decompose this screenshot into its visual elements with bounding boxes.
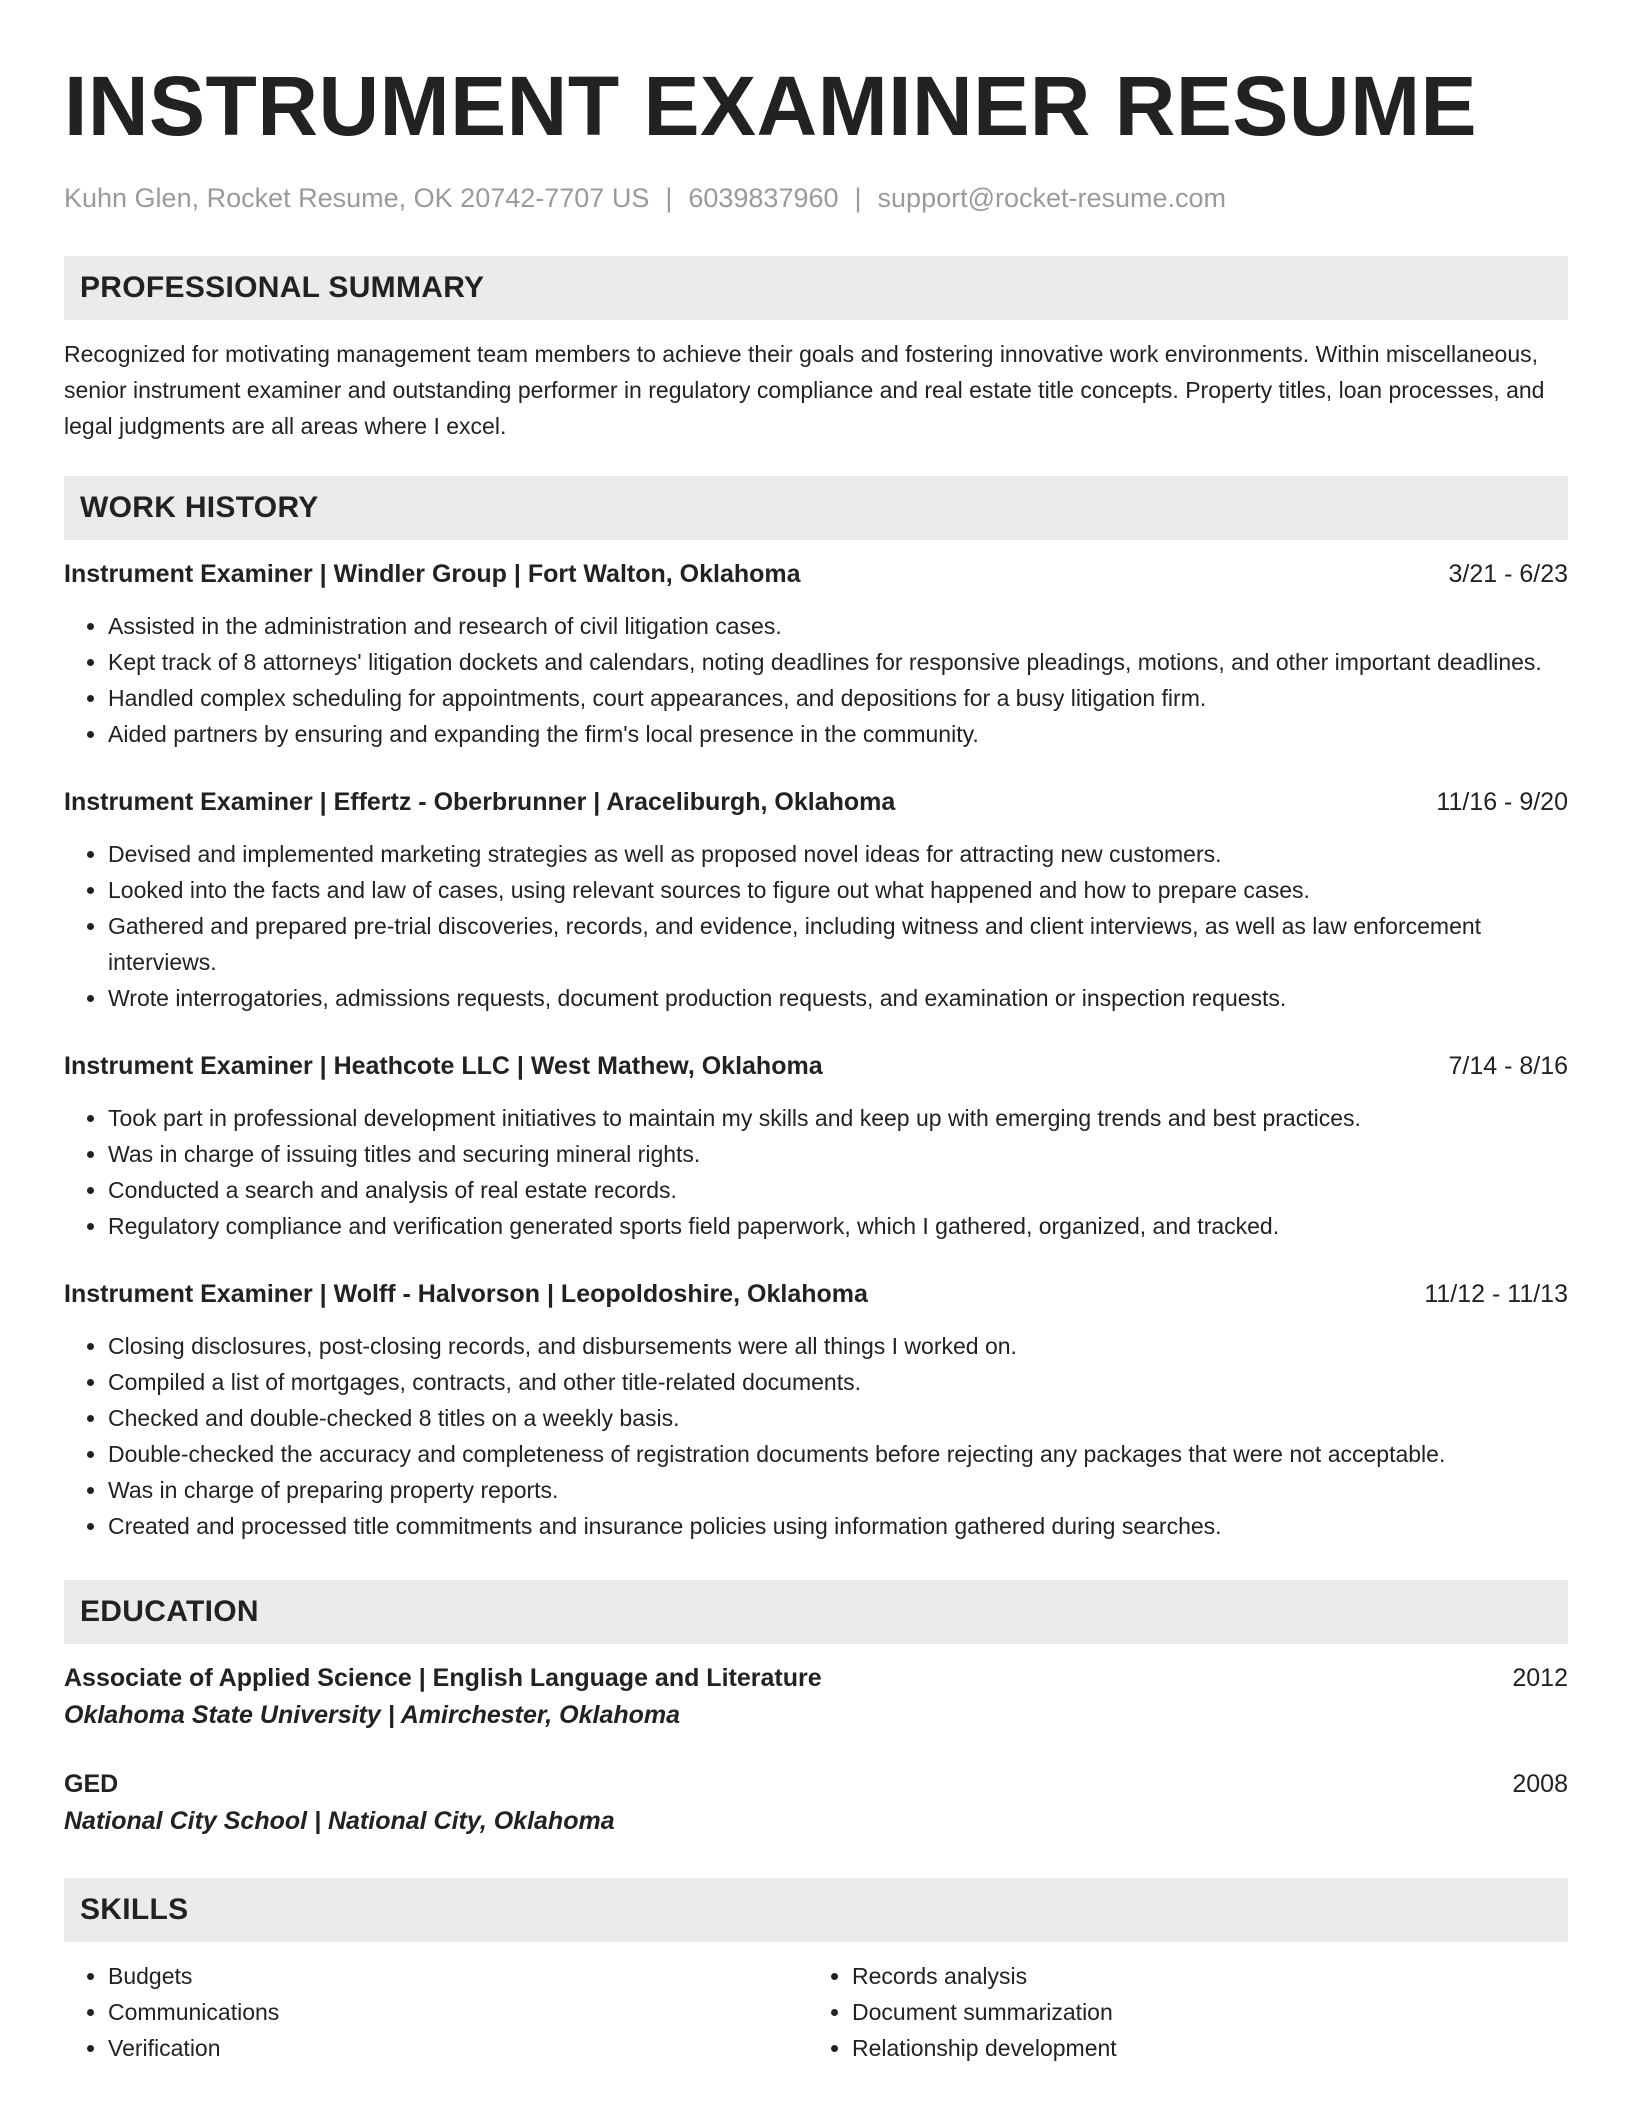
- job-bullet: • Devised and implemented marketing strategies as well as proposed novel ideas for attracting new customers.: [108, 836, 1568, 872]
- skill-item: • Verification: [108, 2030, 808, 2066]
- summary-heading: PROFESSIONAL SUMMARY: [64, 256, 1568, 320]
- education-entry: [64, 1660, 1568, 1734]
- job-entry: [64, 1048, 1568, 1244]
- job-header: [64, 784, 1568, 820]
- job-bullets: [64, 836, 1568, 1016]
- education-degree: GED: [64, 1770, 119, 1798]
- work-history-section: [64, 476, 1568, 1544]
- skills-columns: [64, 1958, 1568, 2066]
- job-bullet: • Looked into the facts and law of cases, using relevant sources to figure out what happened and how to prepare cases.: [108, 872, 1568, 908]
- job-bullet: • Closing disclosures, post-closing records, and disbursements were all things I worked on.: [108, 1328, 1568, 1364]
- skills-left-column: [64, 1958, 808, 2066]
- job-entry: [64, 556, 1568, 752]
- job-entry: [64, 784, 1568, 1016]
- contact-address: Kuhn Glen, Rocket Resume, OK 20742-7707 US: [64, 183, 650, 213]
- education-year: 2012: [1512, 1664, 1568, 1692]
- job-bullet: • Gathered and prepared pre-trial discoveries, records, and evidence, including witness and client interviews, as well as law enforcement interviews.: [108, 908, 1568, 980]
- job-bullet: • Compiled a list of mortgages, contracts, and other title-related documents.: [108, 1364, 1568, 1400]
- job-header: [64, 1276, 1568, 1312]
- summary-text: Recognized for motivating management team members to achieve their goals and fostering innovative work environments. Within miscellaneous, senior instrument examiner and outstanding performer in regulatory compliance and real estate title concepts. Property titles, loan processes, and legal judgments are all areas where I excel.: [64, 341, 1545, 439]
- job-bullets: [64, 1328, 1568, 1544]
- job-bullet: • Wrote interrogatories, admissions requests, document production requests, and examination or inspection requests.: [108, 980, 1568, 1016]
- job-header: [64, 556, 1568, 592]
- job-title: Instrument Examiner | Effertz - Oberbrunner | Araceliburgh, Oklahoma: [64, 788, 896, 816]
- job-bullet: • Was in charge of issuing titles and securing mineral rights.: [108, 1136, 1568, 1172]
- skill-item: • Records analysis: [852, 1958, 1552, 1994]
- skills-section: [64, 1878, 1568, 2066]
- job-bullet: • Regulatory compliance and verification generated sports field paperwork, which I gathered, organized, and tracked.: [108, 1208, 1568, 1244]
- resume-title: INSTRUMENT EXAMINER RESUME: [64, 59, 1478, 153]
- work-history-heading: WORK HISTORY: [64, 476, 1568, 540]
- job-title: Instrument Examiner | Wolff - Halvorson | Leopoldoshire, Oklahoma: [64, 1280, 868, 1308]
- job-dates: 11/16 - 9/20: [1436, 788, 1568, 816]
- contact-separator: |: [854, 183, 862, 213]
- education-header: [64, 1766, 1568, 1802]
- education-year: 2008: [1512, 1770, 1568, 1798]
- contact-phone: 6039837960: [688, 183, 839, 213]
- job-bullet: • Checked and double-checked 8 titles on a weekly basis.: [108, 1400, 1568, 1436]
- job-entry: [64, 1276, 1568, 1544]
- job-dates: 11/12 - 11/13: [1424, 1280, 1568, 1308]
- skills-heading: SKILLS: [64, 1878, 1568, 1942]
- education-school: Oklahoma State University | Amirchester, Oklahoma: [64, 1701, 681, 1729]
- contact-email: support@rocket-resume.com: [877, 183, 1227, 213]
- education-degree: Associate of Applied Science | English Language and Literature: [64, 1664, 822, 1692]
- job-bullet: • Handled complex scheduling for appointments, court appearances, and depositions for a busy litigation firm.: [108, 680, 1568, 716]
- job-title: Instrument Examiner | Heathcote LLC | West Mathew, Oklahoma: [64, 1052, 823, 1080]
- job-bullet: • Created and processed title commitments and insurance policies using information gathered during searches.: [108, 1508, 1568, 1544]
- summary-section: [64, 256, 1568, 444]
- skills-right-column: [808, 1958, 1552, 2066]
- contact-separator: |: [665, 183, 673, 213]
- contact-line: [64, 180, 1568, 216]
- job-bullet: • Was in charge of preparing property reports.: [108, 1472, 1568, 1508]
- job-title: Instrument Examiner | Windler Group | Fort Walton, Oklahoma: [64, 560, 801, 588]
- job-bullet: • Conducted a search and analysis of real estate records.: [108, 1172, 1568, 1208]
- job-bullets: [64, 1100, 1568, 1244]
- job-bullets: [64, 608, 1568, 752]
- resume-page: [64, 56, 1568, 2066]
- job-header: [64, 1048, 1568, 1084]
- education-heading: EDUCATION: [64, 1580, 1568, 1644]
- job-bullet: • Double-checked the accuracy and completeness of registration documents before rejecting any packages that were not acceptable.: [108, 1436, 1568, 1472]
- education-header: [64, 1660, 1568, 1696]
- skill-item: • Relationship development: [852, 2030, 1552, 2066]
- skill-item: • Budgets: [108, 1958, 808, 1994]
- job-bullet: • Took part in professional development initiatives to maintain my skills and keep up with emerging trends and best practices.: [108, 1100, 1568, 1136]
- skill-item: • Document summarization: [852, 1994, 1552, 2030]
- job-dates: 7/14 - 8/16: [1448, 1052, 1568, 1080]
- job-bullet: • Assisted in the administration and research of civil litigation cases.: [108, 608, 1568, 644]
- job-bullet: • Aided partners by ensuring and expanding the firm's local presence in the community.: [108, 716, 1568, 752]
- education-school: National City School | National City, Oklahoma: [64, 1807, 615, 1835]
- education-entry: [64, 1766, 1568, 1840]
- job-dates: 3/21 - 6/23: [1448, 560, 1568, 588]
- skill-item: • Communications: [108, 1994, 808, 2030]
- education-section: [64, 1580, 1568, 1840]
- job-bullet: • Kept track of 8 attorneys' litigation dockets and calendars, noting deadlines for responsive pleadings, motions, and other important deadlines.: [108, 644, 1568, 680]
